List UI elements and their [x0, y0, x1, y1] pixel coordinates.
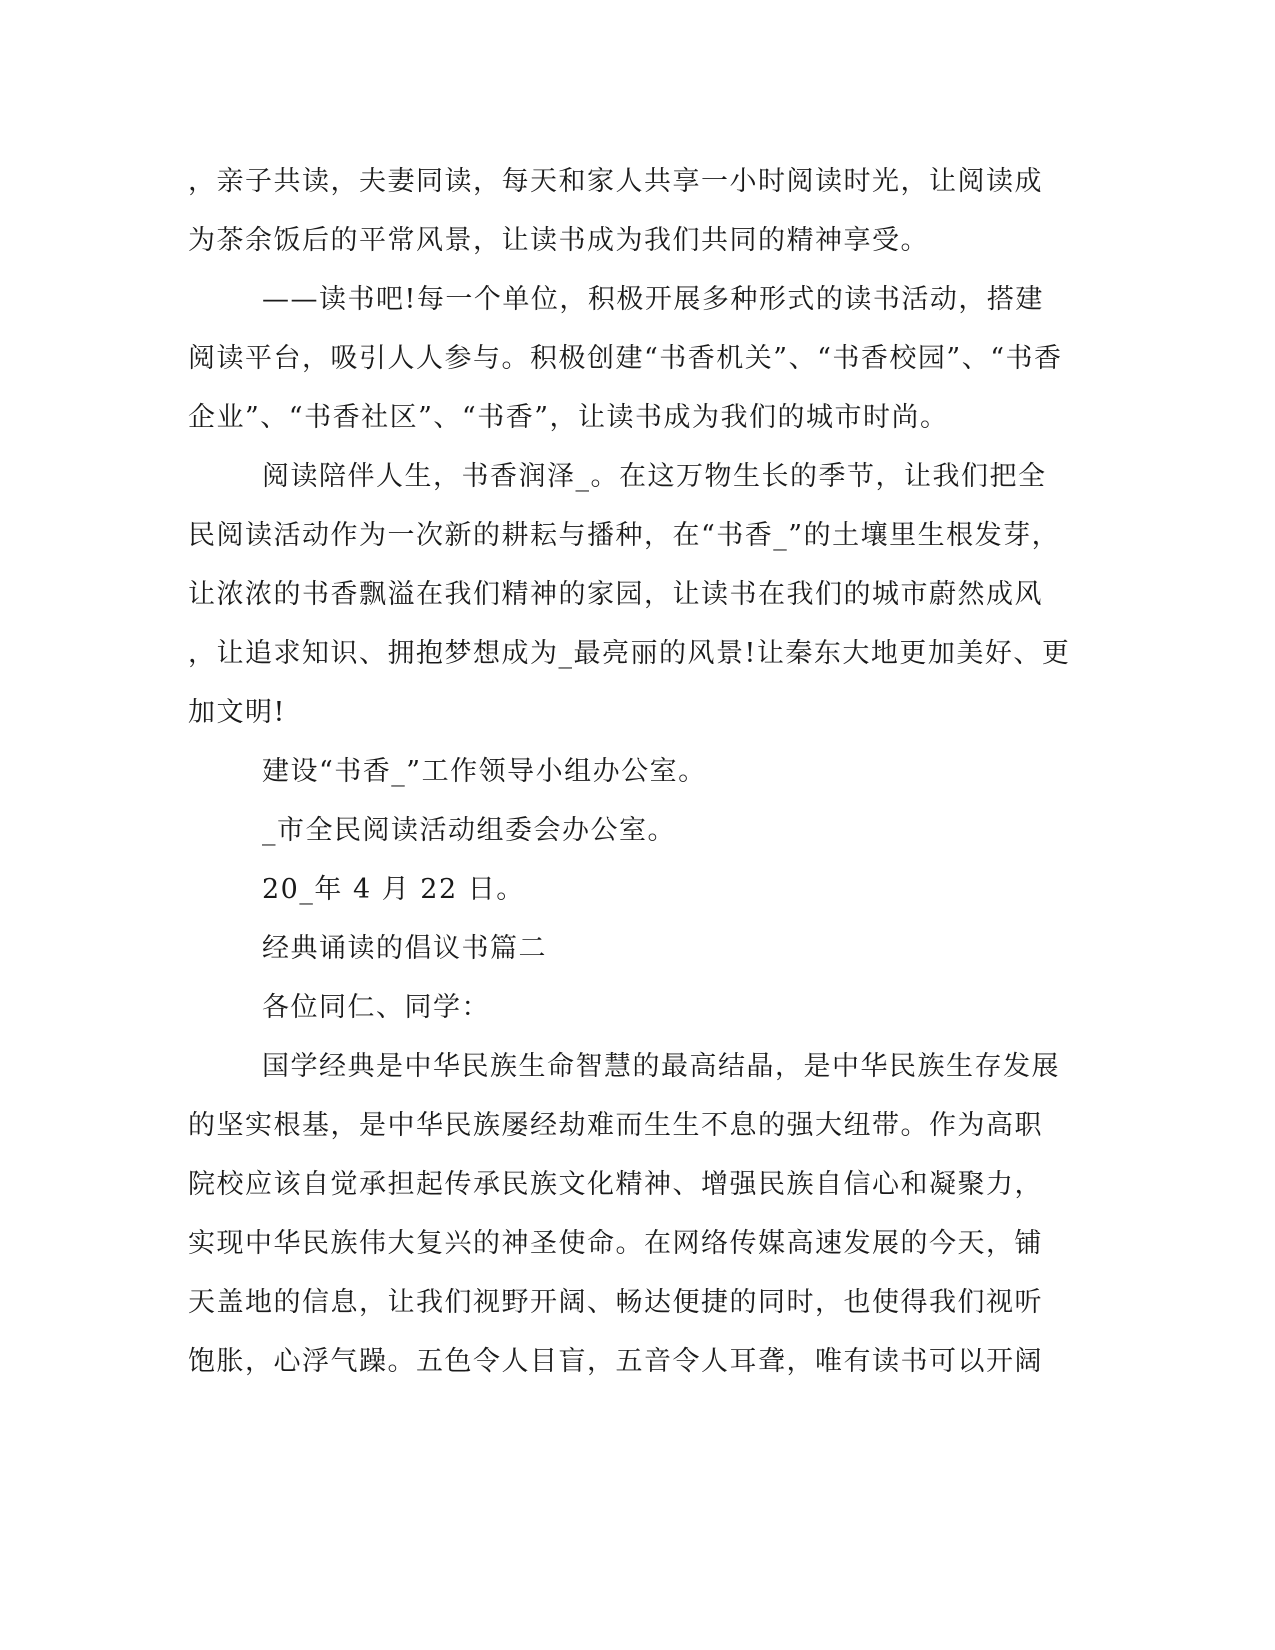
- text-line-20: 天盖地的信息，让我们视野开阔、畅达便捷的同时，也使得我们视听: [188, 1287, 1043, 1318]
- text-line-8: 让浓浓的书香飘溢在我们精神的家园，让读书在我们的城市蔚然成风: [188, 579, 1043, 610]
- text-line-6: 阅读陪伴人生，书香润泽_。在这万物生长的季节，让我们把全: [262, 461, 1047, 492]
- text-line-12: _市全民阅读活动组委会办公室。: [262, 815, 676, 846]
- text-line-9: ，让追求知识、拥抱梦想成为_最亮丽的风景!让秦东大地更加美好、更: [188, 638, 1071, 669]
- text-line-3: ——读书吧!每一个单位，积极开展多种形式的读书活动，搭建: [262, 284, 1044, 315]
- text-line-5: 企业”、“书香社区”、“书香”，让读书成为我们的城市时尚。: [188, 402, 949, 433]
- section-heading: 经典诵读的倡议书篇二: [262, 933, 547, 964]
- text-line-2: 为茶余饭后的平常风景，让读书成为我们共同的精神享受。: [188, 225, 929, 256]
- text-line-19: 实现中华民族伟大复兴的神圣使命。在网络传媒高速发展的今天，铺: [188, 1228, 1043, 1259]
- text-line-21: 饱胀，心浮气躁。五色令人目盲，五音令人耳聋，唯有读书可以开阔: [188, 1346, 1043, 1377]
- text-line-7: 民阅读活动作为一次新的耕耘与播种，在“书香_”的土壤里生根发芽，: [188, 520, 1061, 551]
- text-line-10: 加文明!: [188, 697, 286, 728]
- text-line-17: 的坚实根基，是中华民族屡经劫难而生生不息的强大纽带。作为高职: [188, 1110, 1043, 1141]
- salutation: 各位同仁、同学：: [262, 992, 490, 1023]
- text-line-13: 20_年 4 月 22 日。: [262, 874, 525, 905]
- text-line-11: 建设“书香_”工作领导小组办公室。: [262, 756, 707, 787]
- text-line-1: ，亲子共读，夫妻同读，每天和家人共享一小时阅读时光，让阅读成: [188, 166, 1043, 197]
- text-line-4: 阅读平台，吸引人人参与。积极创建“书香机关”、“书香校园”、“书香: [188, 343, 1063, 374]
- text-line-16: 国学经典是中华民族生命智慧的最高结晶，是中华民族生存发展: [262, 1051, 1060, 1082]
- text-line-18: 院校应该自觉承担起传承民族文化精神、增强民族自信心和凝聚力，: [188, 1169, 1043, 1200]
